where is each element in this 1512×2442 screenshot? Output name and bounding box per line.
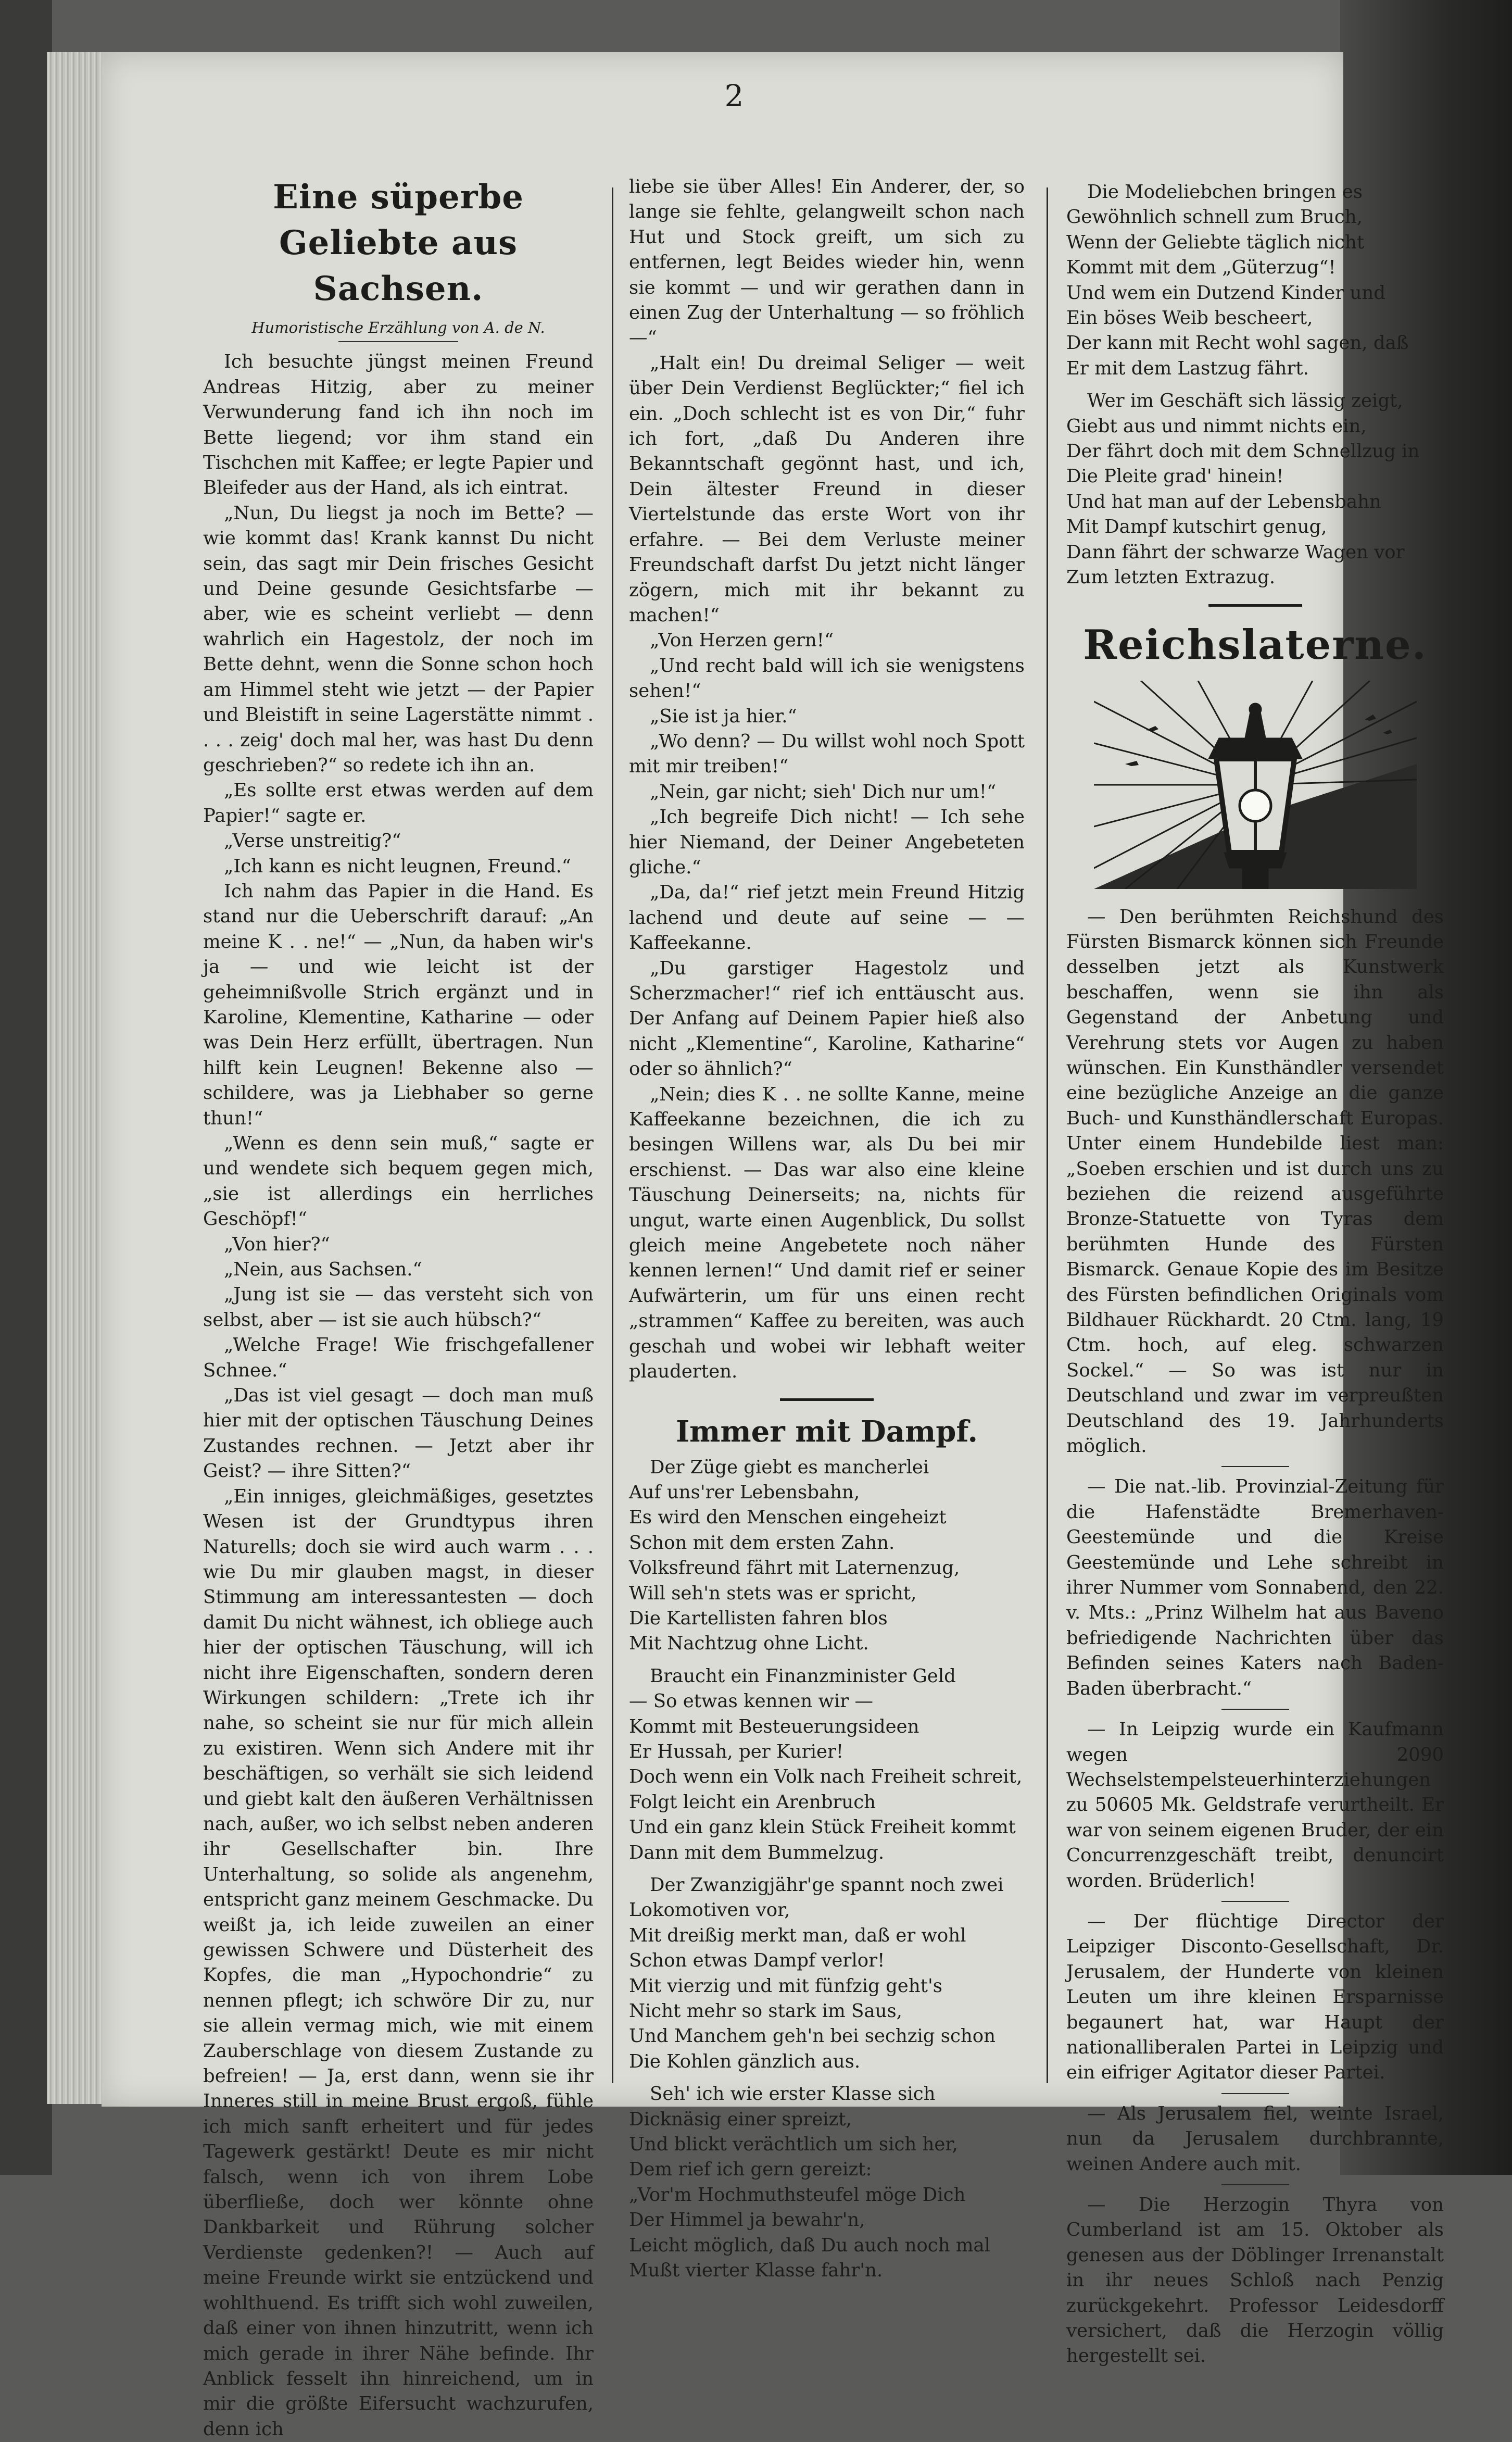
paragraph: „Halt ein! Du dreimal Seliger — weit über Dein Verdienst Beglückter;“ fiel ich ein. „Doch schlecht ist es von Dir,“ fuhr ich fort, „daß Du Anderen ihre Bekanntschaft gegönnt hast, und ich, Dein ältester Freund in dieser Viertelstunde das erste Wort von ihr erfahre. — Bei dem Verluste meiner Freundschaft darfst Du jetzt nicht länger zögern, mich mit ihr bekannt zu machen!“ [629,352,1025,626]
news-separator [1221,1901,1289,1902]
paragraph: „Nein, gar nicht; sieh' Dich nur um!“ [650,781,997,803]
column-rule [1047,187,1048,2083]
poem-line: Dem rief ich gern gereizt: [629,2159,872,2181]
poem-line: Und blickt verächtlich um sich her, [629,2134,958,2156]
poem-line: Seh' ich wie erster Klasse sich [650,2083,936,2105]
poem-line: Zum letzten Extrazug. [1066,567,1276,588]
news-item: — Der flüchtige Director der Leipziger Disconto-Gesellschaft, Dr. Jerusalem, der Hunderte von kleinen Leuten um ihre kleinen Ersparnisse begaunert hat, war Haupt der nationalliberalen Partei in Leipzig und ein eifriger Agitator dieser Partei. [1066,1910,1444,2084]
poem-line: Volksfreund fährt mit Laternenzug, [629,1557,960,1579]
news-item: — Den berühmten Reichshund des Fürsten Bismarck können sich Freunde desselben jetzt als Kunstwerk beschaffen, wenn sie ihn als Gegenstand der Anbetung und Verehrung stets vor Augen zu haben wünschen. Ein Kunsthändler versendet eine bezügliche Anzeige an die ganze Buch- und Kunsthändlerschaft Europas. Unter einem Hundebilde liest man: „Soeben erschien und ist durch uns zu beziehen die reizend ausgeführte Bronze-Statuette von Tyras dem berühmten Hunde des Fürsten Bismarck. Genaue Kopie des im Besitze des Fürsten befindlichen Originals vom Bildhauer Rückhardt. 20 Ctm. lang, 19 Ctm. hoch, auf eleg. schwarzen Sockel.“ — So was ist nur in Deutschland und zwar im verpreußten Deutschland des 19. Jahrhunderts möglich. [1066,906,1444,1457]
story-subtitle: Humoristische Erzählung von A. de N. [251,319,545,336]
poem-line: Mit vierzig und mit fünfzig geht's [629,1975,942,1997]
poem-line: Mit dreißig merkt man, daß er wohl [629,1924,966,1946]
paragraph: „Und recht bald will ich sie wenigstens sehen!“ [629,655,1025,702]
poem-line: „Vor'm Hochmuthsteufel möge Dich [629,2184,966,2206]
poem-line: Der kann mit Recht wohl sagen, daß [1066,332,1409,354]
poem-line: Der Züge giebt es mancherlei [650,1456,929,1478]
poem-line: Er Hussah, per Kurier! [629,1740,844,1762]
poem-line: Lokomotiven vor, [629,1899,790,1921]
poem-line: Wer im Geschäft sich lässig zeigt, [1087,390,1403,412]
poem-line: Folgt leicht ein Arenbruch [629,1791,876,1813]
column-3 [1066,180,1444,2369]
news-separator [1221,2184,1289,2185]
column-rule [612,187,613,2083]
paragraph: „Verse unstreitig?“ [224,830,401,852]
paragraph: „Du garstiger Hagestolz und Scherzmacher!“ rief ich enttäuscht aus. Der Anfang auf Deinem Papier hieß also nicht „Klementine“, Karoline, Katharine“ oder so ähnlich?“ [629,957,1025,1080]
subtitle-rule [338,341,458,342]
section-separator [780,1398,874,1401]
paragraph: „Jung ist sie — das versteht sich von selbst, aber — ist sie auch hübsch?“ [203,1284,594,1331]
poem-line: Mit Nachtzug ohne Licht. [629,1633,869,1655]
poem-line: Gewöhnlich schnell zum Bruch, [1066,206,1363,228]
poem-line: Die Modeliebchen bringen es [1087,181,1363,203]
news-separator [1221,2093,1289,2094]
page-number: 2 [724,78,744,114]
news-separator [1221,1466,1289,1467]
poem-line: Und Manchem geh'n bei sechzig schon [629,2025,996,2047]
poem-line: — So etwas kennen wir — [629,1690,873,1712]
poem-line: Nicht mehr so stark im Saus, [629,2000,902,2022]
paragraph: Ich nahm das Papier in die Hand. Es stand nur die Ueberschrift darauf: „An meine K . . ne!“ — „Nun, da haben wir's ja — und wie leicht ist der geheimnißvolle Strich ergänzt und in Karoline, Klementine, Katharine — oder was Dein Herz erfüllt, übertragen. Nun hilft kein Leugnen! Bekenne also — schildere, was ja Liebhaber so gerne thun!“ [203,880,594,1129]
poem-line: Kommt mit Besteuerungsideen [629,1715,919,1737]
poem-line: Dann mit dem Bummelzug. [629,1842,885,1863]
paragraph: „Ein inniges, gleichmäßiges, gesetztes Wesen ist der Grundtypus ihren Naturells; doch sie wird auch warm . . . wie Du mir glauben magst, in dieser Stimmung am interessantesten — doch damit Du nicht wähnest, ich obliege auch hier der optischen Täuschung, will ich nicht ihre Eigenschaften, sondern deren Wirkungen schildern: „Trete ich ihr nahe, so scheint sie nur für mich allein zu existiren. Wenn sich Andere mit ihr beschäftigen, so verhält sie sich leidend und giebt kalt den äußeren Verhältnissen nach, außer, wo ich selbst neben anderen ihr Gesellschafter bin. Ihre Unterhaltung, so solide als angenehm, entspricht ganz meinem Geschmacke. Du weißt ja, ich leide zuweilen an einer gewissen Schwere und Düsterheit des Kopfes, die man „Hypochondrie“ zu nennen pflegt; ich schwöre Dir zu, nur sie allein vermag mich, wie mit einem Zauberschlage von diesem Zustande zu befreien! — Ja, erst dann, wenn sie ihr Inneres still in meine Brust ergoß, fühle ich mich sanft erheitert und für jedes Tagewerk gestärkt! Deute es mir nicht falsch, wenn ich von ihrem Lobe überfließe, doch wer könnte ohne Dankbarkeit und Rührung solcher Verdienste gedenken?! — Auch auf meine Freunde wirkt sie entzückend und wohlthuend. Es trifft sich wohl zuweilen, daß einer von ihnen hinzutritt, wenn ich mich gerade in ihrer Nähe befinde. Ihr Anblick fesselt ihn hinreichend, um in mir die größte Eifersucht wachzurufen, denn ich [203,1485,594,2440]
poem-stanza [629,2082,1025,2283]
poem-line: Mußt vierter Klasse fahr'n. [629,2260,883,2282]
poem-line: Wenn der Geliebte täglich nicht [1066,231,1365,253]
poem-line: Leicht möglich, daß Du auch noch mal [629,2234,991,2256]
poem-stanza [1066,389,1444,590]
poem-stanza [1066,180,1444,381]
poem-line: Braucht ein Finanzminister Geld [650,1665,956,1687]
paragraph: Ich besuchte jüngst meinen Freund Andreas Hitzig, aber zu meiner Verwunderung fand ich ihn noch im Bette liegend; vor ihm stand ein Tischchen mit Kaffee; er legte Papier und Bleifeder aus der Hand, als ich eintrat. [203,351,594,499]
poem-stanza [629,1873,1025,2074]
section-title: Reichslaterne. [1083,621,1427,669]
paragraph: „Nein, aus Sachsen.“ [224,1259,422,1281]
poem-line: Kommt mit dem „Güterzug“! [1066,257,1336,279]
poem-line: Die Kartellisten fahren blos [629,1607,888,1629]
poem-line: Schon mit dem ersten Zahn. [629,1532,895,1554]
news-item: — Als Jerusalem fiel, weinte Israel, nun da Jerusalem durchbrannte, weinen Andere auch mit. [1066,2102,1444,2175]
scan-left-margin [0,0,52,2175]
paragraph: „Wenn es denn sein muß,“ sagte er und wendete sich bequem gegen mich, „sie ist allerdings ein herrliches Geschöpf!“ [203,1133,594,1230]
poem-stanza [629,1455,1025,1657]
paragraph: „Sie ist ja hier.“ [650,705,797,727]
poem-stanza [629,1664,1025,1865]
paragraph: „Das ist viel gesagt — doch man muß hier mit der optischen Täuschung Deines Zustandes rechnen. — Jetzt aber ihr Geist? — ihre Sitten?“ [203,1385,594,1482]
poem-line: Der Himmel ja bewahr'n, [629,2209,865,2231]
paragraph: „Nun, Du liegst ja noch im Bette? — wie kommt das! Krank kannst Du nicht sein, das sagt mir Dein frisches Gesicht und Deine gesunde Gesichtsfarbe — aber, wie es scheint verliebt — denn wahrlich ein Hagestolz, der noch im Bette dehnt, wenn die Sonne schon hoch am Himmel steht wie jetzt — der Papier und Bleistift in seine Lagerstätte nimmt . . . . zeig' doch mal her, was hast Du denn geschrieben?“ so redete ich ihn an. [203,502,594,776]
paragraph: „Da, da!“ rief jetzt mein Freund Hitzig lachend und deute auf seine — — Kaffeekanne. [629,882,1025,954]
paragraph: „Von Herzen gern!“ [650,630,834,652]
paragraph: „Welche Frage! Wie frischgefallener Schnee.“ [203,1334,594,1381]
paragraph: „Wo denn? — Du willst wohl noch Spott mit mir treiben!“ [629,730,1025,778]
poem-line: Und wem ein Dutzend Kinder und [1066,282,1385,304]
paragraph: „Es sollte erst etwas werden auf dem Papier!“ sagte er. [203,780,594,826]
poem-line: Doch wenn ein Volk nach Freiheit schreit, [629,1766,1023,1788]
poem-title: Immer mit Dampf. [675,1414,978,1449]
poem-line: Die Kohlen gänzlich aus. [629,2050,861,2072]
poem-line: Der Zwanzigjähr'ge spannt noch zwei [650,1874,1004,1896]
poem-line: Dann fährt der schwarze Wagen vor [1066,541,1405,563]
poem-line: Und hat man auf der Lebensbahn [1066,491,1381,512]
news-item: — Die Herzogin Thyra von Cumberland ist am 15. Oktober als genesen aus der Döblinger Irrenanstalt in ihr neues Schloß nach Penzig zurückgekehrt. Professor Leidesdorff versichert, daß die Herzogin völlig hergestellt sei. [1066,2194,1444,2367]
poem-line: Will seh'n stets was er spricht, [629,1582,917,1604]
poem-line: Er mit dem Lastzug fährt. [1066,357,1309,379]
poem-line: Dicknäsig einer spreizt, [629,2108,852,2130]
paragraph: „Ich begreife Dich nicht! — Ich sehe hier Niemand, der Deiner Angebeteten gliche.“ [629,806,1025,878]
news-separator [1221,1709,1289,1710]
poem-line: Mit Dampf kutschirt genug, [1066,516,1327,538]
lantern-illustration [1094,681,1417,889]
poem-line: Die Pleite grad' hinein! [1066,466,1284,487]
section-separator [1208,604,1302,607]
paragraph: „Von hier?“ [224,1233,330,1255]
book-page-edges [47,52,105,2104]
news-item: — Die nat.-lib. Provinzial-Zeitung für die Hafenstädte Bremerhaven-Geestemünde und die Kreise Geestemünde und Lehe schreibt in ihrer Nummer vom Sonnabend, den 22. v. Mts.: „Prinz Wilhelm hat aus Baveno befriedigende Nachrichten über das Befinden seines Katers nach Baden-Baden überbracht.“ [1066,1476,1444,1699]
story-title: Eine süperbe Geliebte aus Sachsen. [273,178,524,308]
poem-line: Ein böses Weib bescheert, [1066,307,1313,329]
paragraph: „Ich kann es nicht leugnen, Freund.“ [224,855,571,877]
column-1 [203,174,594,2442]
column-2 [629,174,1025,2291]
paragraph: liebe sie über Alles! Ein Anderer, der, so lange sie fehlte, gelangweilt schon nach Hut und Stock greift, um sich zu entfernen, legt Beides wieder hin, wenn sie kommt — und wir gerathen dann in einen Zug der Unterhaltung — so fröhlich —“ [629,176,1025,349]
news-item: — In Leipzig wurde ein Kaufmann wegen 2090 Wechselstempelsteuerhinterziehungen zu 50605 Mk. Geldstrafe verurtheilt. Er war von seinem eigenen Bruder, der ein Concurrenzgeschäft treibt, denuncirt worden. Brüderlich! [1066,1719,1444,1892]
paragraph: „Nein; dies K . . ne sollte Kanne, meine Kaffeekanne bezeichnen, die ich zu besingen Willens war, als Du bei mir erschienst. — Das war also eine kleine Täuschung Deinerseits; na, nichts für ungut, warte einen Augenblick, Du sollst gleich meine Angebetete noch näher kennen lernen!“ Und damit rief er seiner Aufwärterin, um für uns einen recht „strammen“ Kaffee zu bereiten, was auch geschah und wobei wir lebhaft weiter plauderten. [629,1083,1025,1383]
poem-line: Und ein ganz klein Stück Freiheit kommt [629,1817,1016,1838]
poem-line: Auf uns'rer Lebensbahn, [629,1481,860,1503]
poem-line: Der fährt doch mit dem Schnellzug in [1066,441,1420,462]
poem-line: Es wird den Menschen eingeheizt [629,1507,947,1529]
poem-line: Giebt aus und nimmt nichts ein, [1066,415,1367,437]
poem-line: Schon etwas Dampf verlor! [629,1950,885,1972]
